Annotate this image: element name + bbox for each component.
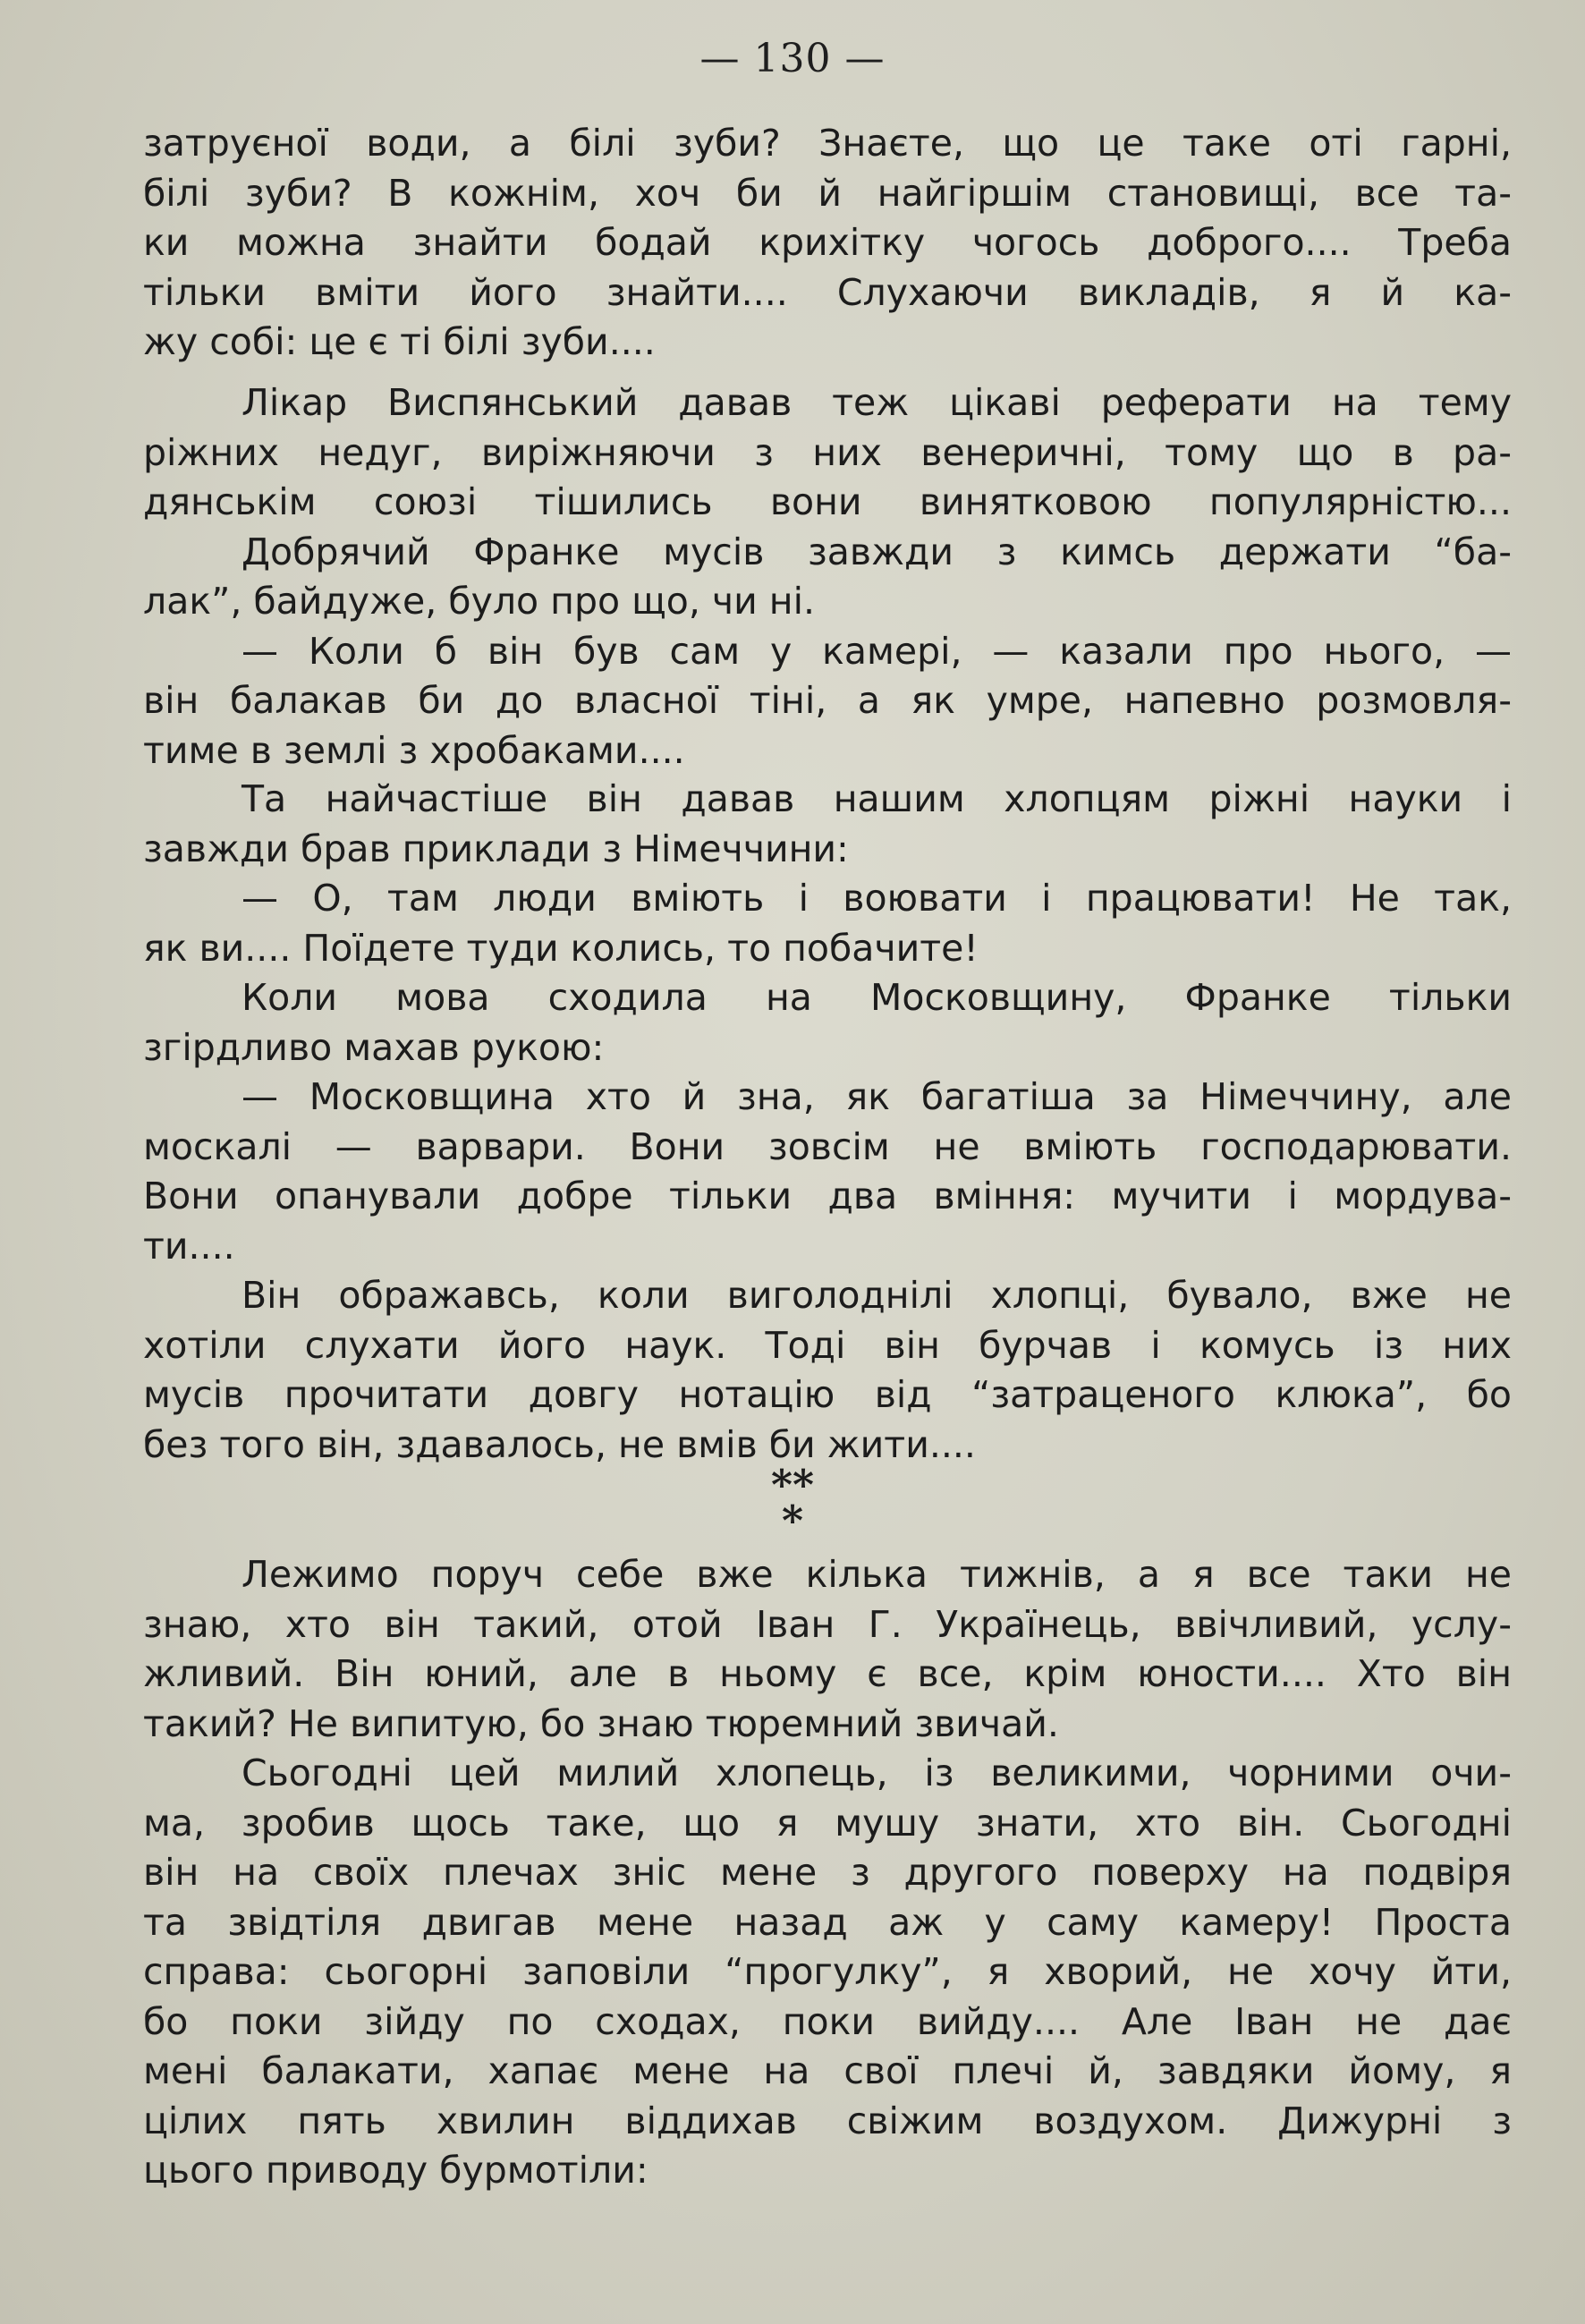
text-line: Лежимо поруч себе вже кілька тижнів, а я все таки не	[242, 1553, 1512, 1596]
section-divider-asterisks	[0, 1461, 1585, 1545]
asterisk-pair: **	[770, 1461, 815, 1509]
text-line: та звідтіля двигав мене назад аж у саму камеру! Проста	[143, 1900, 1512, 1944]
text-line: — Московщина хто й зна, як багатіша за Німеччину, але	[242, 1075, 1512, 1118]
text-line: він на своїх плечах зніс мене з другого поверху на подвіря	[143, 1851, 1512, 1894]
text-line: без того він, здавалось, не вмів би жити....	[143, 1422, 976, 1466]
text-line: Лікар Виспянський давав теж цікаві реферати на тему	[242, 381, 1512, 424]
text-line: хотіли слухати його наук. Тоді він бурчав і комусь із них	[143, 1323, 1512, 1367]
paragraph-block-4	[143, 1550, 1512, 2196]
text-line: Добрячий Франке мусів завжди з кимсь держати “ба-	[242, 530, 1512, 573]
text-line: затруєної води, а білі зуби? Знаєте, що це таке оті гарні,	[143, 122, 1512, 165]
text-line: мусів прочитати довгу нотацію від “затраценого клюка”, бо	[143, 1373, 1512, 1416]
text-line: лак”, байдуже, було про що, чи ні.	[143, 580, 816, 623]
text-line: Вони опанували добре тільки два вміння: мучити і мордува-	[143, 1175, 1512, 1217]
text-line: дянськім союзі тішились вони винятковою популярністю...	[143, 480, 1512, 523]
text-line: жу собі: це є ті білі зуби....	[143, 320, 656, 363]
text-line: москалі — варвари. Вони зовсім не вміють господарювати.	[143, 1124, 1512, 1168]
paragraph-block-3	[143, 775, 1512, 1470]
text-line: цього приводу бурмотіли:	[143, 2149, 648, 2192]
text-line: Коли мова сходила на Московщину, Франке тільки	[242, 976, 1512, 1019]
text-line: Та найчастіше він давав нашим хлопцям ріжні науки і	[242, 777, 1512, 820]
text-line: справа: сьогорні заповіли “прогулку”, я хворий, не хочу йти,	[143, 1950, 1512, 1993]
page-number: — 130 —	[699, 36, 886, 81]
text-line: ти....	[143, 1224, 235, 1268]
asterisk-single: *	[781, 1497, 804, 1545]
text-line: — О, там люди вміють і воювати і працювати! Не так,	[242, 877, 1512, 920]
text-line: такий? Не випитую, бо знаю тюремний звичай.	[143, 1701, 1059, 1745]
text-line: тиме в землі з хробаками....	[143, 728, 685, 772]
text-line: знаю, хто він такий, отой Іван Г. Українець, ввічливий, услу-	[143, 1602, 1512, 1646]
text-line: ки можна знайти бодай крихітку чогось доброго.... Треба	[143, 221, 1512, 264]
text-line: він балакав би до власної тіні, а як умре, напевно розмовля-	[143, 679, 1512, 722]
text-line: жливий. Він юний, але в ньому є все, крім юности.... Хто він	[143, 1652, 1512, 1695]
text-line: Сьогодні цей милий хлопець, із великими, чорними очи-	[242, 1751, 1512, 1794]
paragraph-block-2	[143, 378, 1512, 776]
text-line: білі зуби? В кожнім, хоч би й найгіршім становищі, все та-	[143, 171, 1512, 215]
text-line: завжди брав приклади з Німеччини:	[143, 827, 849, 870]
text-line: бо поки зійду по сходах, поки вийду.... Але Іван не дає	[143, 1999, 1512, 2043]
text-line: тільки вміти його знайти.... Слухаючи викладів, я й ка-	[143, 270, 1512, 314]
text-line: — Коли б він був сам у камері, — казали про нього, —	[242, 629, 1512, 673]
text-line: як ви.... Поїдете туди колись, то побачите!	[143, 926, 979, 970]
text-line: мені балакати, хапає мене на свої плечі й, завдяки йому, я	[143, 2049, 1512, 2092]
text-line: ма, зробив щось таке, що я мушу знати, хто він. Сьогодні	[143, 1801, 1512, 1845]
text-line: ріжних недуг, виріжняючи з них венеричні, тому що в ра-	[143, 430, 1512, 474]
text-line: Він ображавсь, коли виголоднілі хлопці, бувало, вже не	[242, 1274, 1512, 1317]
paragraph-block-1	[143, 119, 1512, 368]
text-line: цілих пять хвилин віддихав свіжим воздухом. Дижурні з	[143, 2099, 1512, 2142]
text-line: згірдливо махав рукою:	[143, 1025, 605, 1069]
